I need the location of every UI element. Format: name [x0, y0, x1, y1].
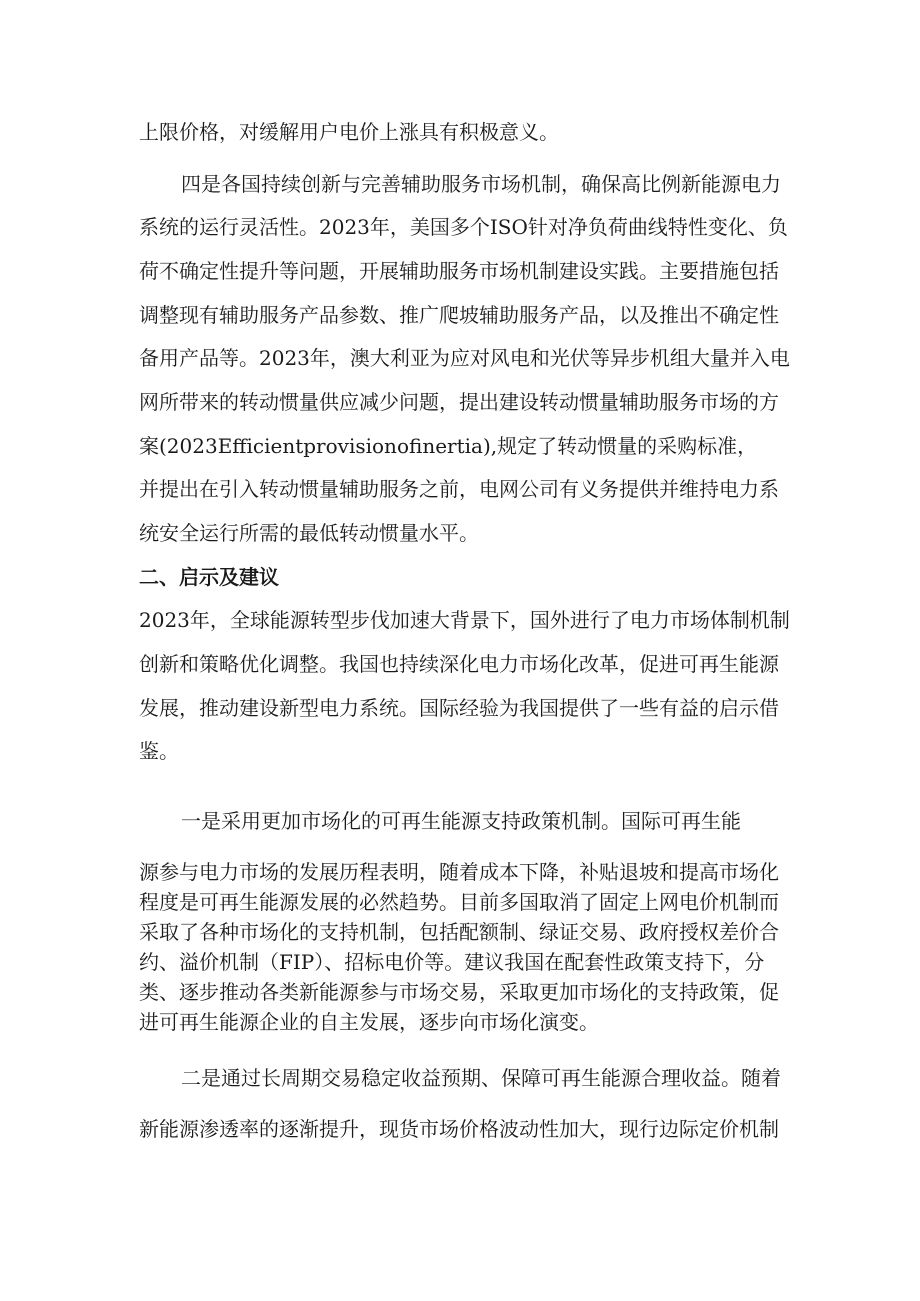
- paragraph-line: 进可再生能源企业的自主发展，逐步向市场化演变。: [139, 1010, 599, 1034]
- paragraph-line: 发展，推动建设新型电力系统。国际经验为我国提供了一些有益的启示借: [139, 696, 779, 720]
- paragraph-line: 约、溢价机制（FIP）、招标电价等。建议我国在配套性政策支持下，分: [139, 950, 765, 974]
- section-heading: 二、启示及建议: [139, 565, 279, 589]
- paragraph-line: 调整现有辅助服务产品参数、推广爬坡辅助服务产品，以及推出不确定性: [139, 303, 779, 327]
- paragraph-line: 2023年，全球能源转型步伐加速大背景下，国外进行了电力市场体制机制: [139, 608, 790, 632]
- paragraph-line: 创新和策略优化调整。我国也持续深化电力市场化改革，促进可再生能源: [139, 652, 779, 676]
- paragraph-line: 鉴。: [139, 739, 179, 763]
- paragraph-line: 系统的运行灵活性。2023年，美国多个ISO针对净负荷曲线特性变化、负: [139, 215, 788, 239]
- paragraph-line: 统安全运行所需的最低转动惯量水平。: [139, 521, 479, 545]
- paragraph-line: 备用产品等。2023年，澳大利亚为应对风电和光伏等异步机组大量并入电: [139, 346, 790, 370]
- paragraph-line: 新能源渗透率的逐渐提升，现货市场价格波动性加大，现行边际定价机制: [139, 1117, 779, 1141]
- paragraph-line: 类、逐步推动各类新能源参与市场交易，采取更加市场化的支持政策，促: [139, 980, 779, 1004]
- paragraph-line: 并提出在引入转动惯量辅助服务之前，电网公司有义务提供并维持电力系: [139, 477, 779, 501]
- paragraph-line: 案(2023Efficientprovisionofinertia),规定了转动惯量的采购标准，: [139, 434, 758, 458]
- paragraph-line: 源参与电力市场的发展历程表明，随着成本下降，补贴退坡和提高市场化: [139, 860, 779, 884]
- paragraph-line: 四是各国持续创新与完善辅助服务市场机制，确保高比例新能源电力: [181, 172, 781, 196]
- paragraph-line: 程度是可再生能源发展的必然趋势。目前多国取消了固定上网电价机制而: [139, 890, 779, 914]
- paragraph-line: 一是采用更加市场化的可再生能源支持政策机制。国际可再生能: [181, 809, 741, 833]
- paragraph-line: 网所带来的转动惯量供应减少问题，提出建设转动惯量辅助服务市场的方: [139, 390, 779, 414]
- paragraph-line: 荷不确定性提升等问题，开展辅助服务市场机制建设实践。主要措施包括: [139, 259, 779, 283]
- paragraph-line: 上限价格，对缓解用户电价上涨具有积极意义。: [139, 120, 559, 144]
- paragraph-line: 采取了各种市场化的支持机制，包括配额制、绿证交易、政府授权差价合: [139, 920, 779, 944]
- paragraph-line: 二是通过长周期交易稳定收益预期、保障可再生能源合理收益。随着: [181, 1066, 781, 1090]
